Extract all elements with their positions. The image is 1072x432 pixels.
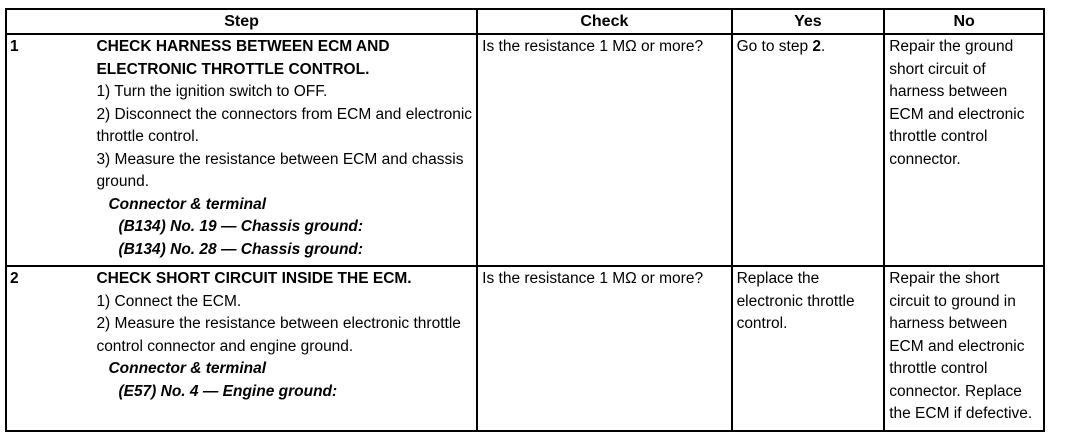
- step-number: 2: [6, 266, 89, 431]
- header-yes: Yes: [732, 9, 885, 34]
- header-step: Step: [6, 9, 477, 34]
- table-row: [6, 266, 1044, 431]
- yes-suffix: .: [821, 38, 826, 55]
- step-title: CHECK HARNESS BETWEEN ECM AND ELECTRONIC THROTTLE CONTROL.: [96, 38, 390, 78]
- step-number: 1: [6, 34, 89, 266]
- table-row: [6, 34, 1044, 266]
- connector-item: (B134) No. 19 — Chassis ground:: [118, 218, 364, 235]
- no-cell: Repair the ground short circuit of harness between ECM and electronic throttle control connector.: [884, 34, 1044, 266]
- step-instruction: 1) Turn the ignition switch to OFF.: [96, 83, 328, 100]
- step-description: [89, 266, 477, 431]
- header-no: No: [884, 9, 1044, 34]
- header-check: Check: [477, 9, 731, 34]
- step-title: CHECK SHORT CIRCUIT INSIDE THE ECM.: [96, 270, 412, 287]
- connector-item: (B134) No. 28 — Chassis ground:: [118, 240, 364, 258]
- connector-heading: Connector & terminal: [108, 195, 267, 213]
- yes-text: Go to step: [736, 38, 813, 55]
- step-instruction: 3) Measure the resistance between ECM and chassis ground.: [96, 150, 464, 190]
- connector-heading: Connector & terminal: [108, 360, 267, 377]
- header-row: [6, 9, 1044, 34]
- no-cell: Repair the short circuit to ground in harness between ECM and electronic throttle control connector. Replace the ECM if defective.: [884, 266, 1044, 431]
- step-instruction: 2) Disconnect the connectors from ECM and electronic throttle control.: [96, 105, 473, 145]
- step-instruction: 1) Connect the ECM.: [96, 292, 242, 310]
- check-cell: Is the resistance 1 MΩ or more?: [477, 266, 731, 431]
- connector-item: (E57) No. 4 — Engine ground:: [118, 382, 338, 400]
- diagnostic-table: [5, 8, 1045, 432]
- check-cell: Is the resistance 1 MΩ or more?: [477, 34, 731, 266]
- yes-cell: Replace the electronic throttle control.: [732, 266, 885, 431]
- yes-step-ref: 2: [812, 38, 822, 55]
- step-description: [89, 34, 477, 266]
- yes-cell: [732, 34, 885, 266]
- step-instruction: 2) Measure the resistance between electronic throttle control connector and engine ground.: [96, 315, 461, 355]
